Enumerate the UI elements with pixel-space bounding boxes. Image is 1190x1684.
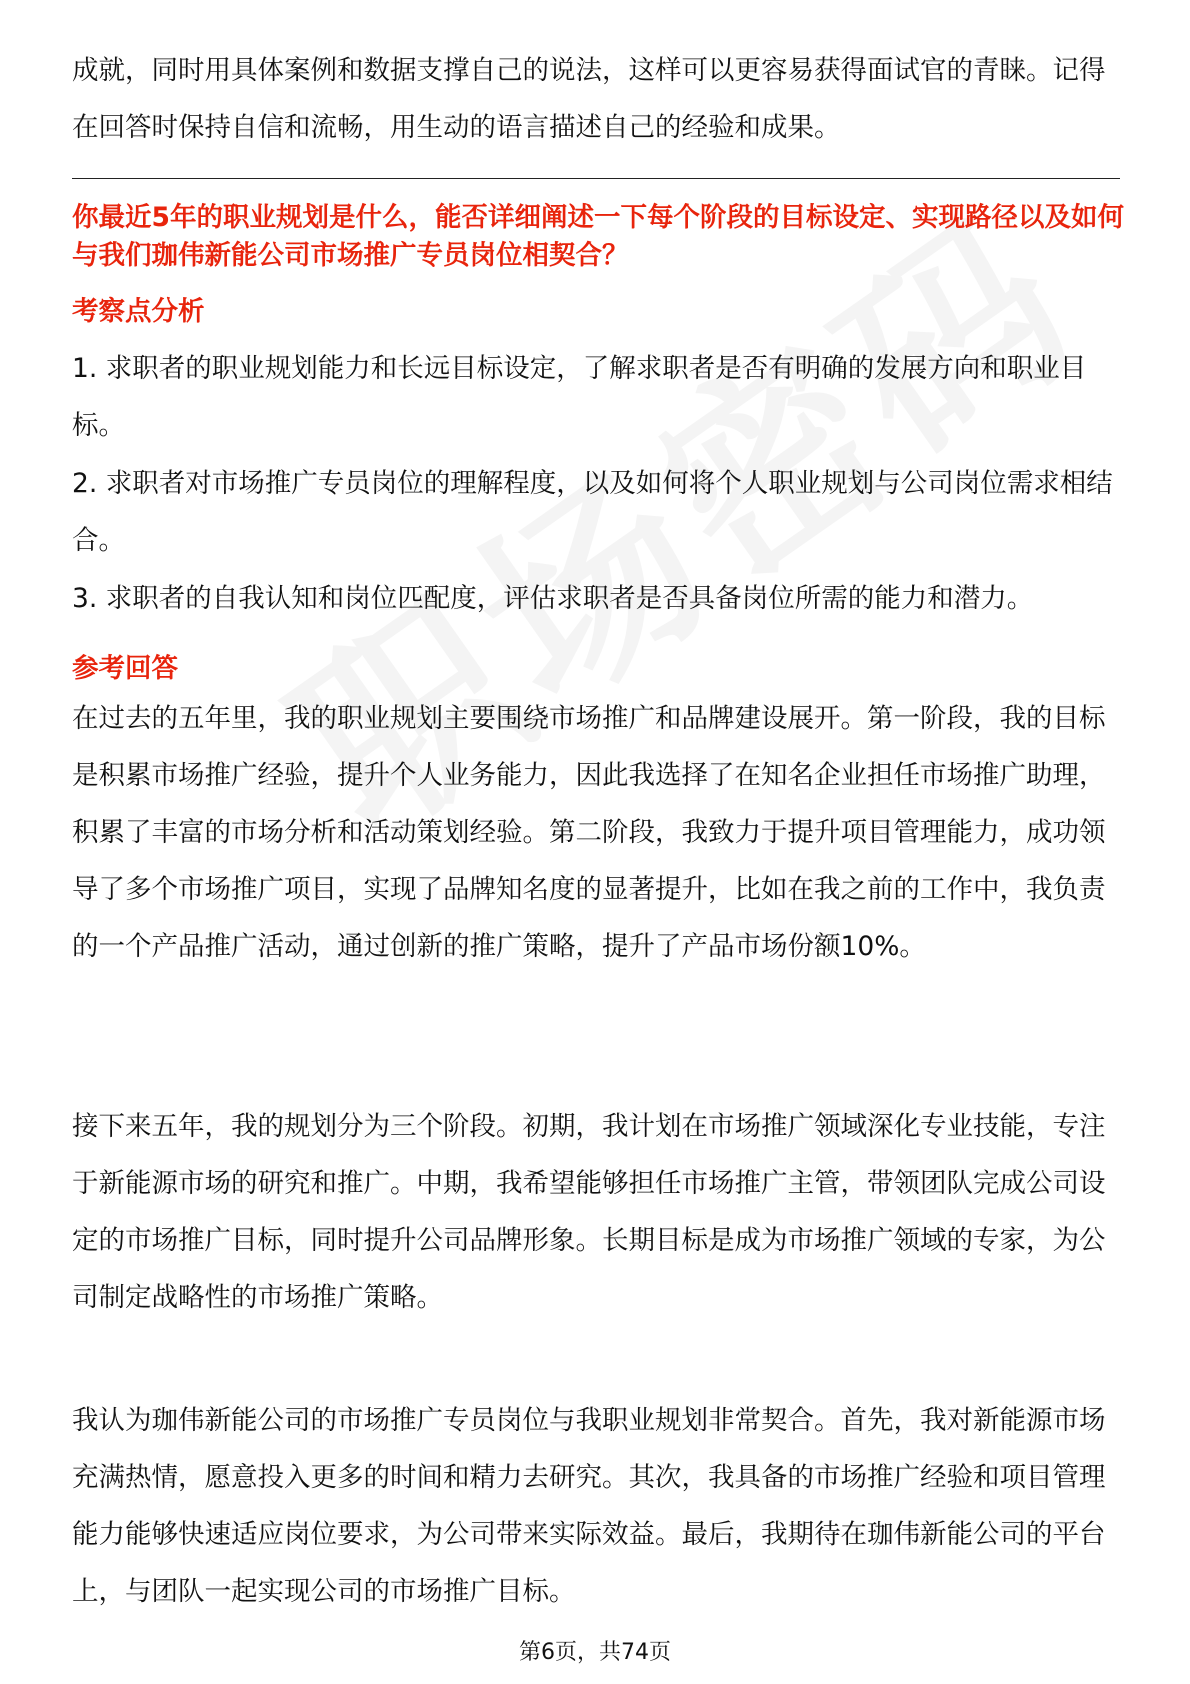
analysis-point-3: 3. 求职者的自我认知和岗位匹配度，评估求职者是否具备岗位所需的能力和潜力。 [72,583,1034,614]
answer-paragraph-1: 在过去的五年里，我的职业规划主要围绕市场推广和品牌建设展开。第一阶段，我的目标是积累市场推广经验，提升个人业务能力，因此我选择了在知名企业担任市场推广助理，积累了丰富的市场分析和活动策划经验。第二阶段，我致力于提升项目管理能力，成功领导了多个市场推广项目，实现了品牌知名度的显著提升，比如在我之前的工作中，我负责的一个产品推广活动，通过创新的推广策略，提升了产品市场份额10%。 [72,703,1106,962]
analysis-point-1: 1. 求职者的职业规划能力和长远目标设定，了解求职者是否有明确的发展方向和职业目标。 [72,353,1087,441]
answer-heading: 参考回答 [72,653,178,684]
answer-paragraph-3: 我认为珈伟新能公司的市场推广专员岗位与我职业规划非常契合。首先，我对新能源市场充满热情，愿意投入更多的时间和精力去研究。其次，我具备的市场推广经验和项目管理能力能够快速适应岗位要求，为公司带来实际效益。最后，我期待在珈伟新能公司的平台上，与团队一起实现公司的市场推广目标。 [72,1405,1106,1607]
interview-question: 你最近5年的职业规划是什么，能否详细阐述一下每个阶段的目标设定、实现路径以及如何与我们珈伟新能公司市场推广专员岗位相契合？ [72,202,1124,271]
section-divider [72,178,1120,179]
analysis-heading: 考察点分析 [72,296,205,327]
analysis-point-2: 2. 求职者对市场推广专员岗位的理解程度，以及如何将个人职业规划与公司岗位需求相结合。 [72,468,1113,556]
page-number-footer: 第6页，共74页 [519,1640,671,1665]
answer-paragraph-2: 接下来五年，我的规划分为三个阶段。初期，我计划在市场推广领域深化专业技能，专注于新能源市场的研究和推广。中期，我希望能够担任市场推广主管，带领团队完成公司设定的市场推广目标，同时提升公司品牌形象。长期目标是成为市场推广领域的专家，为公司制定战略性的市场推广策略。 [72,1111,1106,1313]
intro-paragraph: 成就，同时用具体案例和数据支撑自己的说法，这样可以更容易获得面试官的青睐。记得在回答时保持自信和流畅，用生动的语言描述自己的经验和成果。 [72,55,1106,143]
